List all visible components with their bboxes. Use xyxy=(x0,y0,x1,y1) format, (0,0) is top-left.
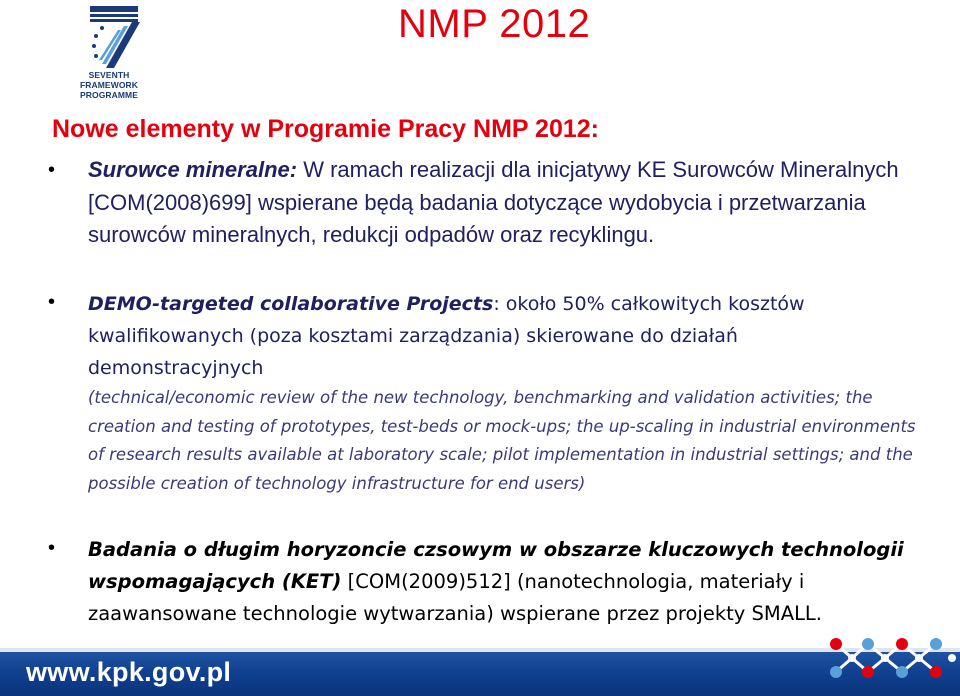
item-raw-materials xyxy=(88,154,918,252)
section-heading: Nowe elementy w Programie Pracy NMP 2012: xyxy=(52,115,599,143)
bullet-2: • xyxy=(48,291,56,313)
footer-url-link[interactable]: www.kpk.gov.pl xyxy=(26,657,232,687)
item-1-lead: Surowce mineralne: xyxy=(88,157,298,182)
item-3-lead: Badania o długim horyzoncie czsowym w obszarze kluczowych technologii wspomagających (KET) xyxy=(88,538,904,593)
fp7-logo xyxy=(62,4,156,100)
fp7-seven-icon xyxy=(62,4,156,70)
item-demo-projects xyxy=(88,288,918,498)
footer-stripe xyxy=(0,648,960,652)
molecule-icon xyxy=(818,624,960,696)
item-ket-research xyxy=(88,534,918,630)
item-2-lead: DEMO-targeted collaborative Projects xyxy=(88,293,494,315)
item-2-note: (technical/economic review of the new technology, benchmarking and validation activities; the creation and testing of prototypes, test-beds or mock-ups; the up-scaling in industrial environments of research results available at laboratory scale; pilot implementation in industrial settings; and the possible creation of technology infrastructure for end users) xyxy=(88,388,916,493)
footer-bar xyxy=(0,648,960,696)
bullet-1: • xyxy=(48,159,56,181)
item-3-text: [COM(2009)512] (nanotechnologia, materiały i zaawansowane technologie wytwarzania) wspierane przez projekty SMALL. xyxy=(88,570,822,625)
slide-title: NMP 2012 xyxy=(398,2,591,46)
item-2-text: : około 50% całkowitych kosztów kwalifikowanych (poza kosztami zarządzania) skierowane do działań demonstracyjnych xyxy=(88,293,805,379)
fp7-logo-line2: PROGRAMME xyxy=(79,90,139,100)
fp7-logo-text xyxy=(62,70,156,100)
item-1-text: W ramach realizacji dla inicjatywy KE Surowców Mineralnych [COM(2008)699] wspierane będą badania dotyczące wydobycia i przetwarzania surowców mineralnych, redukcji odpadów oraz recyklingu. xyxy=(88,157,899,247)
fp7-logo-line1: SEVENTH FRAMEWORK xyxy=(79,70,139,90)
bullet-3: • xyxy=(48,537,56,559)
